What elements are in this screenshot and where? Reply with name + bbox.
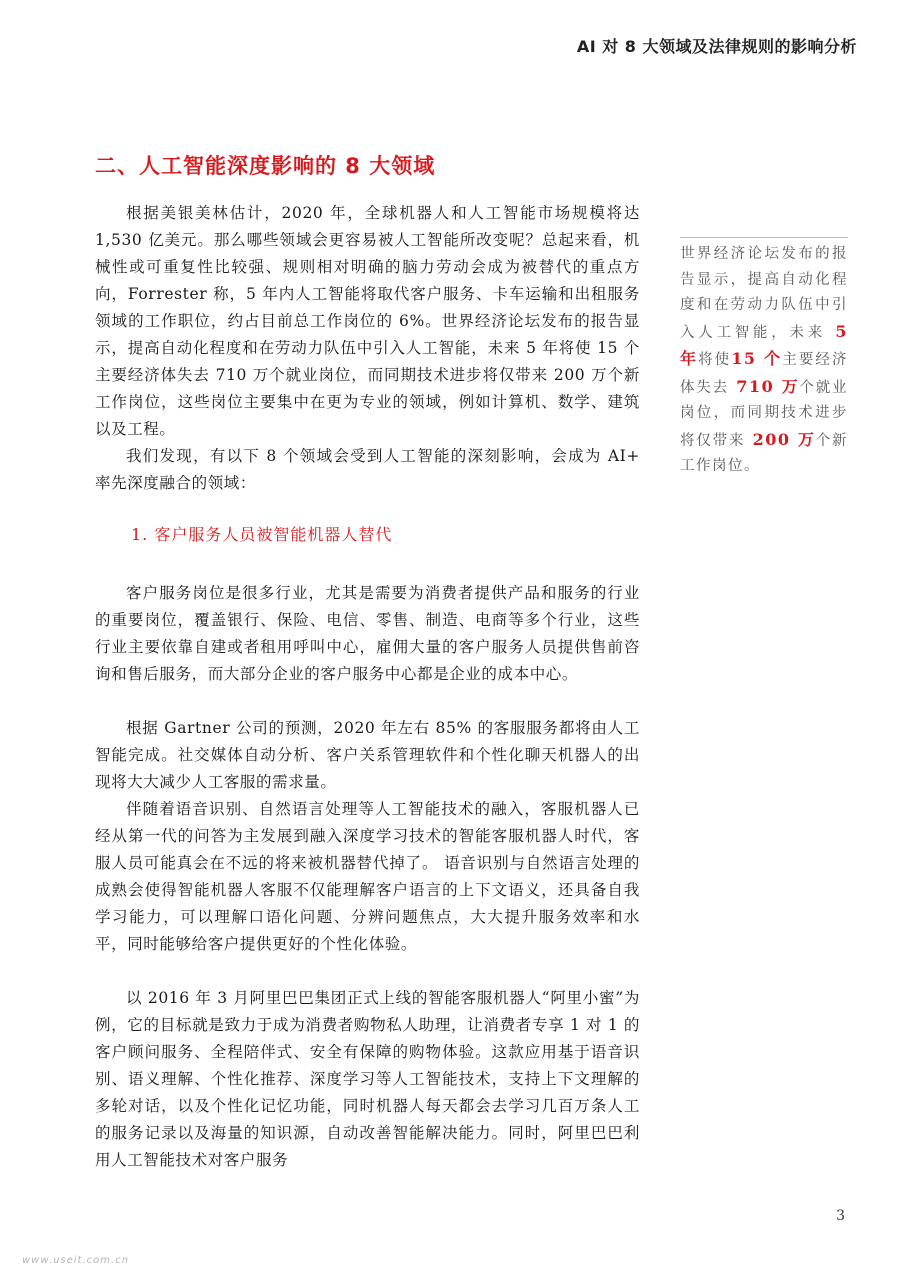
pull-quote-highlight: 5 年 <box>680 321 849 368</box>
body-paragraph: 根据美银美林估计，2020 年，全球机器人和人工智能市场规模将达 1,530 亿美元。那么哪些领域会更容易被人工智能所改变呢？总起来看，机械性或可重复性比较强、规则相对明确的脑力劳动会成为被替代的重点方向，Forrester 称，5 年内人工智能将取代客户服务、卡车运输和出租服务领域的工作职位，约占目前总工作岗位的 6%。世界经济论坛发布的报告显示，提高自动化程度和在劳动力队伍中引入人工智能，未来 5 年将使 15 个主要经济体失去 710 万个就业岗位，而同期技术进步将仅带来 200 万个新工作岗位，这些岗位主要集中在更为专业的领域，例如计算机、数学、建筑以及工程。 <box>95 204 640 438</box>
running-header: AI 对 8 大领域及法律规则的影响分析 <box>576 37 857 56</box>
pull-quote-highlight: 710 万 <box>728 376 800 396</box>
body-paragraph: 我们发现，有以下 8 个领域会受到人工智能的深刻影响，会成为 AI+ 率先深度融合的领域： <box>95 447 640 492</box>
sidebar-pull-quote <box>680 237 848 480</box>
pull-quote-highlight: 15 个 <box>731 349 783 368</box>
pull-quote-text: 将使 <box>698 352 732 368</box>
body-paragraph: 以 2016 年 3 月阿里巴巴集团正式上线的智能客服机器人“阿里小蜜”为例，它的目标就是致力于成为消费者购物私人助理，让消费者专享 1 对 1 的客户顾问服务、全程陪伴式、安全有保障的购物体验。这款应用基于语音识别、语义理解、个性化推荐、深度学习等人工智能技术，支持上下文理解的多轮对话，以及个性化记忆功能，同时机器人每天都会去学习几百万条人工的服务记录以及海量的知识源，自动改善智能解决能力。同时，阿里巴巴利用人工智能技术对客户服务 <box>95 989 640 1169</box>
body-paragraph: 伴随着语音识别、自然语言处理等人工智能技术的融入，客服机器人已经从第一代的问答为主发展到融入深度学习技术的智能客服机器人时代，客服人员可能真会在不远的将来被机器替代掉了。 语音识别与自然语言处理的成熟会使得智能机器人客服不仅能理解客户语言的上下文语义，还具备自我学习能力，可以理解口语化问题、分辨问题焦点，大大提升服务效率和水平，同时能够给客户提供更好的个性化体验。 <box>95 800 640 953</box>
page-number: 3 <box>836 1208 845 1224</box>
body-paragraph: 根据 Gartner 公司的预测，2020 年左右 85% 的客服服务都将由人工智能完成。社交媒体自动分析、客户关系管理软件和个性化聊天机器人的出现将大大减少人工客服的需求量。 <box>95 719 640 791</box>
pull-quote-text: 个就业岗位，而同期技术进步将仅带来 <box>680 379 849 449</box>
main-text-column <box>95 200 640 1174</box>
pull-quote-text: 主要经济体失去 <box>680 352 849 396</box>
subsection-heading: 1. 客户服务人员被智能机器人替代 <box>131 525 393 544</box>
pull-quote-text: 世界经济论坛发布的报告显示，提高自动化程度和在劳动力队伍中引入人工智能，未来 <box>680 246 848 341</box>
section-title: 二、人工智能深度影响的 8 大领域 <box>95 154 436 178</box>
body-paragraph: 客户服务岗位是很多行业，尤其是需要为消费者提供产品和服务的行业的重要岗位，覆盖银行、保险、电信、零售、制造、电商等多个行业，这些行业主要依靠自建或者租用呼叫中心，雇佣大量的客户服务人员提供售前咨询和售后服务，而大部分企业的客户服务中心都是企业的成本中心。 <box>95 584 640 683</box>
pull-quote-highlight: 200 万 <box>745 429 816 449</box>
pull-quote-text: 个新工作岗位。 <box>680 432 849 474</box>
site-watermark: www.useit.com.cn <box>22 1255 130 1266</box>
